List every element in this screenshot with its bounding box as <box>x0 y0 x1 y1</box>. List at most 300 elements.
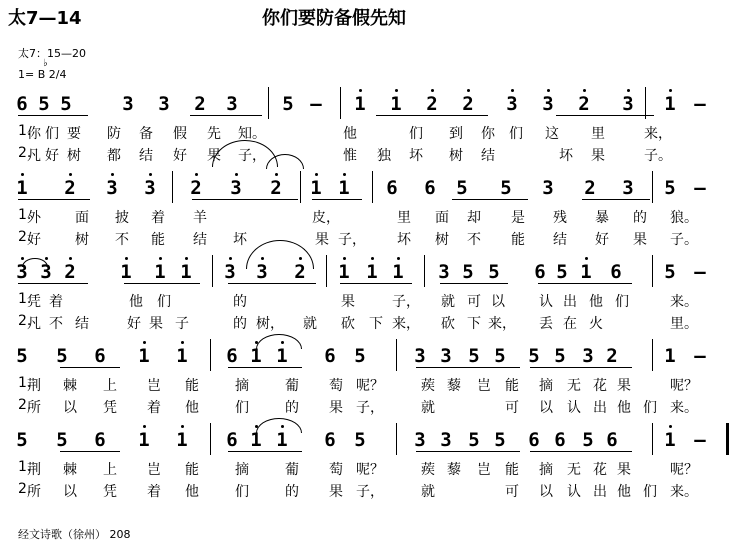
lyric-char: 来， <box>392 316 420 332</box>
note: 5 <box>56 345 68 367</box>
lyric-verse-2 <box>18 397 718 416</box>
note: 6 <box>226 429 238 451</box>
bar-line <box>652 171 653 203</box>
lyric-char: 果 <box>633 232 647 248</box>
high-octave-dot <box>669 89 672 92</box>
lyric-char: 就 <box>421 400 435 416</box>
note: 1 <box>305 177 327 199</box>
lyric-char: 摘 <box>235 462 249 478</box>
lyric-char: 们 <box>235 400 249 416</box>
lyric-char: 披 <box>115 210 129 226</box>
high-octave-dot <box>359 89 362 92</box>
note: 6 <box>606 429 618 451</box>
note: 3 <box>219 261 241 283</box>
note: 1 <box>115 261 137 283</box>
lyric-char: 摘 <box>235 378 249 394</box>
song-code: 太7—14 <box>8 8 82 29</box>
beam-underline <box>190 115 262 116</box>
note-dash: – <box>694 177 706 199</box>
note: 6 <box>386 177 398 199</box>
note: 5 <box>56 429 68 451</box>
lyric-char: 葡 <box>285 378 299 394</box>
beam-underline <box>416 451 520 452</box>
lyric-char: 来。 <box>670 400 698 416</box>
lyric-char: 可 <box>467 294 481 310</box>
high-octave-dot <box>431 89 434 92</box>
lyric-char: 蒺 <box>421 378 435 394</box>
lyric-char: 认 <box>539 294 553 310</box>
high-octave-dot <box>69 257 72 260</box>
note: 5 <box>556 261 568 283</box>
high-octave-dot <box>585 257 588 260</box>
lyric-char: 上 <box>103 462 117 478</box>
note-row <box>0 345 733 365</box>
note: 5 <box>282 93 294 115</box>
score-line <box>0 261 733 331</box>
lyric-char: 果 <box>315 232 329 248</box>
lyric-char: 你 <box>27 126 41 142</box>
lyric-char: 的 <box>233 294 247 310</box>
lyric-char: 岂 <box>147 462 161 478</box>
note: 5 <box>582 429 594 451</box>
lyric-verse-2 <box>18 481 718 500</box>
note: 3 <box>622 177 634 199</box>
lyric-char: 结 <box>193 232 207 248</box>
lyric-char: 们 <box>409 126 423 142</box>
note: 6 <box>94 345 106 367</box>
verse-number: 2. <box>18 145 32 161</box>
high-octave-dot <box>185 257 188 260</box>
lyric-char: 他 <box>617 484 631 500</box>
note: 1 <box>333 261 355 283</box>
lyric-char: 不 <box>467 232 481 248</box>
lyric-char: 呢？ <box>670 462 698 478</box>
lyric-char: 藜 <box>447 378 461 394</box>
beam-underline <box>440 283 508 284</box>
note: 6 <box>94 429 106 451</box>
beam-underline <box>18 199 90 200</box>
lyric-char: 所 <box>27 400 41 416</box>
lyric-char: 着 <box>151 210 165 226</box>
note-dash: – <box>694 261 706 283</box>
lyric-char: 出 <box>593 400 607 416</box>
lyric-char: 能 <box>185 462 199 478</box>
key-signature: 1= B 2/4 <box>18 68 67 81</box>
beam-underline <box>60 367 120 368</box>
lyric-char: 可 <box>505 484 519 500</box>
note: 6 <box>324 429 336 451</box>
lyric-char: 着 <box>147 400 161 416</box>
lyric-char: 荆 <box>27 462 41 478</box>
lyric-char: 能 <box>505 462 519 478</box>
scripture-ref: 太7：15—20 <box>18 47 86 60</box>
high-octave-dot <box>181 425 184 428</box>
beam-underline <box>312 199 362 200</box>
note: 1 <box>333 177 355 199</box>
high-octave-dot <box>143 341 146 344</box>
lyric-char: 他 <box>129 294 143 310</box>
high-octave-dot <box>669 425 672 428</box>
beam-underline <box>60 451 120 452</box>
lyric-char: 他 <box>185 400 199 416</box>
note: 3 <box>438 261 450 283</box>
note: 1 <box>245 345 267 367</box>
lyric-char: 不 <box>115 232 129 248</box>
lyric-char: 子， <box>356 484 384 500</box>
beam-underline <box>530 451 632 452</box>
lyric-char: 子， <box>356 400 384 416</box>
lyric-char: 果 <box>149 316 163 332</box>
note: 5 <box>664 177 676 199</box>
lyric-char: 子， <box>392 294 420 310</box>
note: 5 <box>38 93 50 115</box>
lyric-char: 好 <box>595 232 609 248</box>
lyric-char: 坏 <box>559 148 573 164</box>
lyric-char: 树 <box>449 148 463 164</box>
note: 5 <box>528 345 540 367</box>
note: 6 <box>16 93 28 115</box>
lyric-char: 果 <box>329 400 343 416</box>
high-octave-dot <box>111 173 114 176</box>
slur-arc <box>256 334 302 349</box>
note: 2 <box>194 93 206 115</box>
lyric-char: 火 <box>589 316 603 332</box>
lyric-char: 子， <box>338 232 366 248</box>
lyric-char: 残 <box>553 210 567 226</box>
note: 1 <box>171 429 193 451</box>
bar-line <box>268 87 269 119</box>
note: 5 <box>462 261 474 283</box>
note: 2 <box>59 261 81 283</box>
lyric-char: 荆 <box>27 378 41 394</box>
lyric-char: 的 <box>285 400 299 416</box>
lyric-char: 就 <box>441 294 455 310</box>
beam-underline <box>228 367 302 368</box>
note: 5 <box>16 345 28 367</box>
lyric-char: 子。 <box>670 232 698 248</box>
high-octave-dot <box>397 257 400 260</box>
note: 5 <box>494 429 506 451</box>
lyric-char: 树， <box>256 316 284 332</box>
lyric-char: 防 <box>107 126 121 142</box>
note: 1 <box>349 93 371 115</box>
note-dash: – <box>694 345 706 367</box>
beam-underline <box>340 283 412 284</box>
note: 1 <box>664 345 676 367</box>
bar-line <box>652 339 653 371</box>
bar-line <box>396 339 397 371</box>
verse-number: 2. <box>18 229 32 245</box>
lyric-char: 惟 <box>343 148 357 164</box>
high-octave-dot <box>235 173 238 176</box>
high-octave-dot <box>343 173 346 176</box>
note: 6 <box>528 429 540 451</box>
lyric-char: 子， <box>238 148 266 164</box>
lyric-char: 不 <box>49 316 63 332</box>
lyric-char: 皮， <box>312 210 340 226</box>
note: 3 <box>122 93 134 115</box>
score-line <box>0 93 733 163</box>
note: 3 <box>542 177 554 199</box>
bar-line <box>645 87 646 119</box>
note: 1 <box>11 177 33 199</box>
note: 3 <box>440 429 452 451</box>
lyric-char: 岂 <box>147 378 161 394</box>
lyric-char: 呢？ <box>670 378 698 394</box>
lyric-char: 们 <box>615 294 629 310</box>
high-octave-dot <box>125 257 128 260</box>
note: 1 <box>659 93 681 115</box>
lyric-verse-2 <box>18 145 718 164</box>
verse-number: 1. <box>18 459 32 475</box>
lyric-char: 花 <box>593 462 607 478</box>
lyric-char: 狼。 <box>670 210 698 226</box>
lyric-char: 果 <box>591 148 605 164</box>
note: 1 <box>171 345 193 367</box>
high-octave-dot <box>45 257 48 260</box>
note: 5 <box>664 261 676 283</box>
lyric-char: 葡 <box>285 462 299 478</box>
beam-underline <box>376 115 488 116</box>
lyric-verse-2 <box>18 313 718 332</box>
high-octave-dot <box>583 89 586 92</box>
beam-underline <box>582 199 650 200</box>
note: 2 <box>606 345 618 367</box>
lyric-char: 棘 <box>63 378 77 394</box>
lyric-char: 无 <box>567 378 581 394</box>
verse-number: 1. <box>18 207 32 223</box>
lyric-char: 砍 <box>441 316 455 332</box>
bar-line <box>396 423 397 455</box>
note-row <box>0 177 733 197</box>
lyric-char: 果 <box>617 462 631 478</box>
note: 6 <box>226 345 238 367</box>
bar-line <box>372 171 373 203</box>
lyric-char: 认 <box>567 484 581 500</box>
lyric-char: 以 <box>491 294 505 310</box>
footer-source: 经文诗歌（徐州） 208 <box>18 528 131 541</box>
bar-line <box>210 423 211 455</box>
note: 1 <box>175 261 197 283</box>
lyric-char: 这 <box>545 126 559 142</box>
lyric-char: 藜 <box>447 462 461 478</box>
lyric-verse-1 <box>18 375 718 394</box>
slur-arc <box>256 418 302 433</box>
beam-underline <box>18 283 88 284</box>
verse-number: 1. <box>18 375 32 391</box>
lyric-char: 面 <box>75 210 89 226</box>
lyric-char: 能 <box>505 378 519 394</box>
lyric-char: 子 <box>175 316 189 332</box>
note: 2 <box>289 261 311 283</box>
lyric-char: 都 <box>107 148 121 164</box>
note: 6 <box>534 261 546 283</box>
lyric-char: 结 <box>139 148 153 164</box>
lyric-char: 里 <box>397 210 411 226</box>
lyric-char: 们 <box>643 484 657 500</box>
note: 1 <box>575 261 597 283</box>
note: 1 <box>133 345 155 367</box>
slur-arc <box>22 258 48 267</box>
lyric-char: 的 <box>233 316 247 332</box>
lyric-char: 凭 <box>27 294 41 310</box>
lyric-char: 他 <box>589 294 603 310</box>
lyric-char: 果 <box>617 378 631 394</box>
lyric-char: 砍 <box>341 316 355 332</box>
high-octave-dot <box>181 341 184 344</box>
beam-underline <box>556 115 654 116</box>
lyric-char: 们 <box>45 126 59 142</box>
lyric-char: 暴 <box>595 210 609 226</box>
lyric-char: 他 <box>343 126 357 142</box>
lyric-char: 岂 <box>477 378 491 394</box>
note: 3 <box>225 177 247 199</box>
lyric-char: 来。 <box>670 294 698 310</box>
high-octave-dot <box>467 89 470 92</box>
note: 5 <box>488 261 500 283</box>
lyric-char: 上 <box>103 378 117 394</box>
bar-line <box>652 255 653 287</box>
lyric-char: 无 <box>567 462 581 478</box>
note: 5 <box>500 177 512 199</box>
note: 2 <box>265 177 287 199</box>
note: 3 <box>101 177 123 199</box>
lyric-verse-1 <box>18 123 718 142</box>
lyric-char: 就 <box>421 484 435 500</box>
lyric-char: 们 <box>235 484 249 500</box>
lyric-verse-2 <box>18 229 718 248</box>
note: 3 <box>617 93 639 115</box>
note: 2 <box>59 177 81 199</box>
lyric-char: 树 <box>67 148 81 164</box>
lyric-char: 独 <box>377 148 391 164</box>
high-octave-dot <box>371 257 374 260</box>
high-octave-dot <box>315 173 318 176</box>
lyric-char: 羊 <box>193 210 207 226</box>
beam-underline <box>530 367 632 368</box>
high-octave-dot <box>195 173 198 176</box>
note: 3 <box>11 261 33 283</box>
note: 5 <box>554 345 566 367</box>
high-octave-dot <box>275 173 278 176</box>
lyric-char: 要 <box>67 126 81 142</box>
final-bar-line <box>726 423 729 455</box>
lyric-char: 能 <box>511 232 525 248</box>
note: 1 <box>385 93 407 115</box>
lyric-char: 凡 <box>27 316 41 332</box>
lyric-char: 树 <box>435 232 449 248</box>
note-dash: – <box>694 429 706 451</box>
lyric-char: 棘 <box>63 462 77 478</box>
bar-line <box>210 339 211 371</box>
verse-number: 1. <box>18 123 32 139</box>
note: 3 <box>139 177 161 199</box>
lyric-char: 果 <box>329 484 343 500</box>
note: 6 <box>424 177 436 199</box>
note: 5 <box>60 93 72 115</box>
lyric-char: 蒺 <box>421 462 435 478</box>
lyric-char: 萄 <box>329 378 343 394</box>
high-octave-dot <box>627 89 630 92</box>
note: 1 <box>271 429 293 451</box>
lyric-char: 们 <box>643 400 657 416</box>
lyric-char: 摘 <box>539 462 553 478</box>
lyric-char: 到 <box>449 126 463 142</box>
high-octave-dot <box>149 173 152 176</box>
lyric-char: 认 <box>567 400 581 416</box>
lyric-char: 他 <box>617 400 631 416</box>
score-line <box>0 345 733 415</box>
lyric-verse-1 <box>18 207 718 226</box>
beam-underline <box>416 367 520 368</box>
lyric-char: 在 <box>563 316 577 332</box>
note: 1 <box>133 429 155 451</box>
lyric-char: 呢？ <box>356 378 384 394</box>
high-octave-dot <box>21 173 24 176</box>
high-octave-dot <box>143 425 146 428</box>
lyric-char: 里 <box>591 126 605 142</box>
verse-number: 2. <box>18 397 32 413</box>
note-dash: – <box>694 93 706 115</box>
verse-number: 1. <box>18 291 32 307</box>
lyric-char: 好 <box>127 316 141 332</box>
lyric-char: 果 <box>341 294 355 310</box>
score-line <box>0 177 733 247</box>
note: 1 <box>659 429 681 451</box>
note: 5 <box>354 429 366 451</box>
high-octave-dot <box>229 257 232 260</box>
lyric-char: 里。 <box>670 316 698 332</box>
score-line <box>0 429 733 499</box>
lyric-char: 以 <box>539 400 553 416</box>
lyric-char: 们 <box>157 294 171 310</box>
lyric-verse-1 <box>18 291 718 310</box>
lyric-char: 以 <box>539 484 553 500</box>
note: 3 <box>251 261 273 283</box>
lyric-char: 结 <box>553 232 567 248</box>
note: 5 <box>468 429 480 451</box>
song-title: 你们要防备假先知 <box>262 8 406 29</box>
high-octave-dot <box>159 257 162 260</box>
lyric-char: 能 <box>151 232 165 248</box>
lyric-char: 你 <box>481 126 495 142</box>
lyric-char: 先 <box>207 126 221 142</box>
lyric-char: 出 <box>593 484 607 500</box>
note-row <box>0 261 733 281</box>
note: 3 <box>582 345 594 367</box>
bar-line <box>424 255 425 287</box>
note: 1 <box>361 261 383 283</box>
lyric-char: 备 <box>139 126 153 142</box>
lyric-char: 花 <box>593 378 607 394</box>
beam-underline <box>192 199 298 200</box>
note: 1 <box>245 429 267 451</box>
lyric-char: 下 <box>467 316 481 332</box>
beam-underline <box>452 199 528 200</box>
beam-underline <box>18 115 88 116</box>
lyric-char: 呢？ <box>356 462 384 478</box>
high-octave-dot <box>511 89 514 92</box>
bar-line <box>212 255 213 287</box>
note-row <box>0 429 733 449</box>
note: 2 <box>421 93 443 115</box>
lyric-char: 是 <box>511 210 525 226</box>
note: 3 <box>35 261 57 283</box>
note: 5 <box>354 345 366 367</box>
lyric-char: 好 <box>45 148 59 164</box>
lyric-char: 的 <box>285 484 299 500</box>
lyric-char: 凭 <box>103 400 117 416</box>
